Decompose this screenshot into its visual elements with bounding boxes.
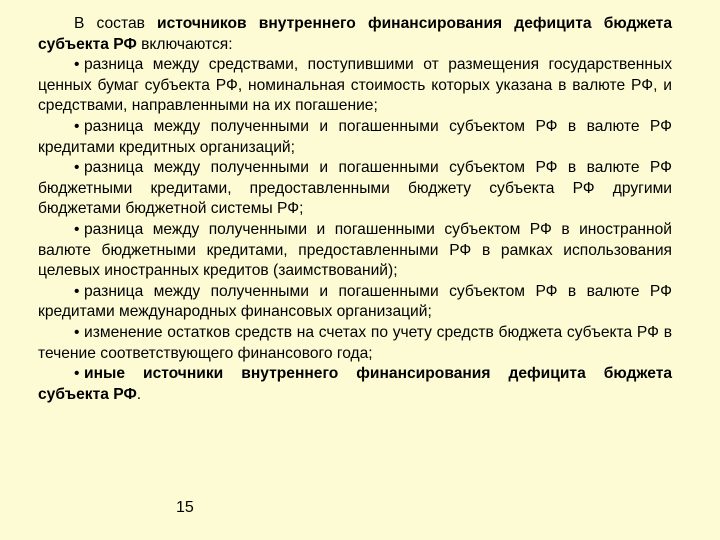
list-item-text: разница между полученными и погашенными субъектом РФ в валюте РФ кредитами кредитных организаций; (38, 117, 672, 156)
intro-lead: В состав (74, 15, 158, 32)
last-item-bold-text: иные источники внутреннего финансирования дефицита бюджета субъекта РФ (38, 365, 672, 403)
bullet-icon: • (74, 282, 80, 300)
list-item (38, 55, 672, 117)
intro-bold-term: источников внутреннего финансирования дефицита бюджета субъекта РФ (38, 15, 672, 53)
list-item (38, 158, 672, 220)
bullet-icon: • (74, 159, 80, 177)
bullet-icon: • (74, 117, 80, 135)
bullet-icon: • (74, 220, 80, 238)
intro-paragraph (38, 14, 672, 55)
last-item-tail: . (136, 385, 142, 403)
list-item (38, 323, 672, 364)
list-item (38, 117, 672, 158)
list-item-text: разница между полученными и погашенными субъектом РФ в валюте РФ бюджетными кредитами, предоставленными бюджету субъекта РФ другими бюджетами бюджетной системы РФ; (38, 159, 672, 218)
bullet-icon: • (74, 365, 80, 383)
bullet-icon: • (74, 56, 80, 74)
list-item-text: изменение остатков средств на счетах по учету средств бюджета субъекта РФ в течение соответствующего финансового года; (38, 323, 672, 362)
bullet-icon: • (74, 323, 80, 341)
list-item-text: разница между полученными и погашенными субъектом РФ в иностранной валюте бюджетными кредитами, предоставленными РФ в рамках использования целевых иностранных кредитов (заимствований); (38, 220, 672, 280)
list-item (38, 220, 672, 282)
list-item-text: разница между средствами, поступившими от размещения государственных ценных бумаг субъекта РФ, номинальная стоимость которых указана в валюте РФ, и средствами, направленными на их погашение; (38, 56, 672, 115)
intro-tail: включаются: (136, 35, 233, 53)
list-item (38, 282, 672, 323)
slide-body (38, 14, 672, 405)
list-item-last (38, 364, 672, 405)
page-number: 15 (176, 499, 194, 516)
list-item-text: разница между полученными и погашенными субъектом РФ в валюте РФ кредитами международных финансовых организаций; (38, 282, 672, 321)
sources-list (38, 55, 672, 405)
